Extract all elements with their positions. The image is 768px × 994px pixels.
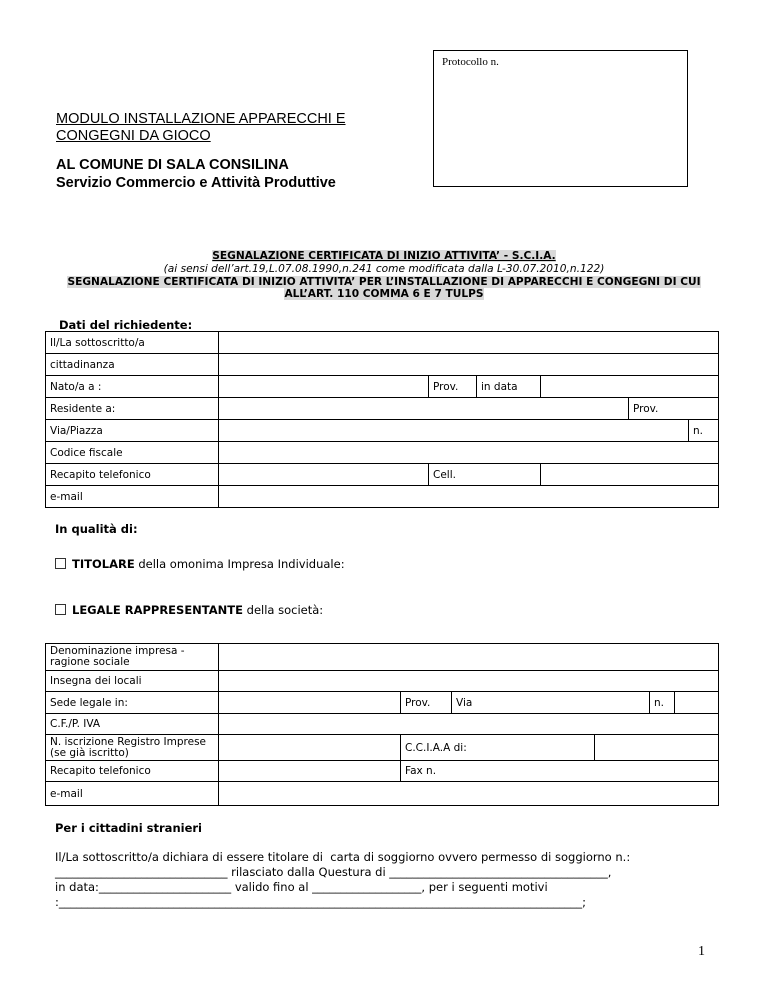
applicant-table <box>45 331 719 508</box>
heading-line1: SEGNALAZIONE CERTIFICATA DI INIZIO ATTIVITA’ - S.C.I.A. <box>212 250 556 262</box>
residente-label: Residente a: <box>46 398 219 420</box>
recipient-municipality: AL COMUNE DI SALA CONSILINA <box>56 157 289 173</box>
table-row <box>46 398 719 420</box>
option-legale-bold: LEGALE RAPPRESENTANTE <box>72 603 243 617</box>
sottoscritto-field[interactable] <box>219 332 719 354</box>
recapito-field[interactable] <box>219 464 429 486</box>
table-row <box>46 644 719 671</box>
insegna-label: Insegna dei locali <box>46 671 219 692</box>
sede-field[interactable] <box>219 692 401 714</box>
table-row <box>46 761 719 782</box>
iscrizione-label: N. iscrizione Registro Imprese (se già iscritto) <box>46 735 219 761</box>
stranieri-line1: Il/La sottoscritto/a dichiara di essere titolare di carta di soggiorno ovvero permesso di soggiorno n.: <box>55 850 631 864</box>
codice-fiscale-field[interactable] <box>219 442 719 464</box>
table-row <box>46 671 719 692</box>
form-title-line1: MODULO INSTALLAZIONE APPARECCHI E <box>56 111 346 127</box>
street-number-label: n. <box>689 420 719 442</box>
checkbox-titolare[interactable] <box>55 558 66 569</box>
page-number: 1 <box>698 944 705 959</box>
stranieri-line4[interactable]: :___________________________________________________________________________________________; <box>55 895 586 909</box>
option-titolare[interactable] <box>55 557 345 571</box>
table-row <box>46 464 719 486</box>
nato-field[interactable] <box>219 376 429 398</box>
heading-line3: SEGNALAZIONE CERTIFICATA DI INIZIO ATTIVITA’ PER L’INSTALLAZIONE DI APPARECCHI E CONGEGNI DI CUI <box>67 276 701 288</box>
table-row <box>46 376 719 398</box>
residence-prov-label: Prov. <box>629 398 719 420</box>
company-email-label: e-mail <box>46 782 219 806</box>
sede-via-label: Via <box>452 692 650 714</box>
company-email-field[interactable] <box>219 782 719 806</box>
company-recapito-label: Recapito telefonico <box>46 761 219 782</box>
stranieri-line3[interactable]: in data:_______________________ valido fino al ___________________, per i seguenti motivi <box>55 880 548 894</box>
email-field[interactable] <box>219 486 719 508</box>
sede-label: Sede legale in: <box>46 692 219 714</box>
company-table <box>45 643 719 806</box>
table-row <box>46 354 719 376</box>
in-data-label: in data <box>477 376 541 398</box>
email-label: e-mail <box>46 486 219 508</box>
form-title-line2: CONGEGNI DA GIOCO <box>56 128 211 144</box>
cittadinanza-field[interactable] <box>219 354 719 376</box>
heading-legal-ref <box>40 263 728 275</box>
table-row <box>46 782 719 806</box>
cell-field[interactable] <box>541 464 719 486</box>
codice-fiscale-label: Codice fiscale <box>46 442 219 464</box>
sottoscritto-label: Il/La sottoscritto/a <box>46 332 219 354</box>
heading-line2: (ai sensi dell’art.19,L.07.08.1990,n.241 come modificata dalla L-30.07.2010,n.122) <box>163 263 605 275</box>
heading-scia-install <box>40 276 728 288</box>
table-row <box>46 332 719 354</box>
cf-piva-field[interactable] <box>219 714 719 735</box>
company-recapito-field[interactable] <box>219 761 401 782</box>
recipient-office: Servizio Commercio e Attività Produttive <box>56 175 336 191</box>
option-legale-text: della società: <box>242 603 324 617</box>
denominazione-label: Denominazione impresa - ragione sociale <box>46 644 219 671</box>
option-titolare-text: della omonima Impresa Individuale: <box>134 557 345 571</box>
heading-line4: ALL’ART. 110 COMMA 6 E 7 TULPS <box>284 288 484 300</box>
cittadinanza-label: cittadinanza <box>46 354 219 376</box>
stranieri-title: Per i cittadini stranieri <box>55 821 202 835</box>
iscrizione-field[interactable] <box>219 735 401 761</box>
fax-label: Fax n. <box>401 761 719 782</box>
applicant-section-label: Dati del richiedente: <box>59 318 193 332</box>
checkbox-legale[interactable] <box>55 604 66 615</box>
option-titolare-bold: TITOLARE <box>72 557 135 571</box>
denominazione-field[interactable] <box>219 644 719 671</box>
table-row <box>46 420 719 442</box>
via-piazza-label: Via/Piazza <box>46 420 219 442</box>
recapito-label: Recapito telefonico <box>46 464 219 486</box>
sede-n-field[interactable] <box>675 692 719 714</box>
table-row <box>46 692 719 714</box>
table-row <box>46 735 719 761</box>
residente-field[interactable] <box>219 398 629 420</box>
option-legale[interactable] <box>55 603 323 617</box>
in-qualita-label: In qualità di: <box>55 522 138 536</box>
birth-date-field[interactable] <box>541 376 719 398</box>
sede-prov-label: Prov. <box>401 692 452 714</box>
cf-piva-label: C.F./P. IVA <box>46 714 219 735</box>
heading-scia <box>40 250 728 262</box>
sede-n-label: n. <box>650 692 675 714</box>
protocol-box <box>433 50 688 187</box>
protocol-label: Protocollo n. <box>442 56 499 68</box>
table-row <box>46 714 719 735</box>
heading-art110 <box>40 288 728 300</box>
table-row <box>46 442 719 464</box>
birth-prov-label: Prov. <box>429 376 477 398</box>
form-title <box>56 111 346 145</box>
table-row <box>46 486 719 508</box>
nato-label: Nato/a a : <box>46 376 219 398</box>
via-piazza-field[interactable] <box>219 420 689 442</box>
cciaa-label: C.C.I.A.A di: <box>401 735 595 761</box>
insegna-field[interactable] <box>219 671 719 692</box>
cell-label: Cell. <box>429 464 541 486</box>
stranieri-line2[interactable]: ______________________________ rilasciato dalla Questura di ______________________________________, <box>55 865 612 879</box>
cciaa-field[interactable] <box>595 735 719 761</box>
